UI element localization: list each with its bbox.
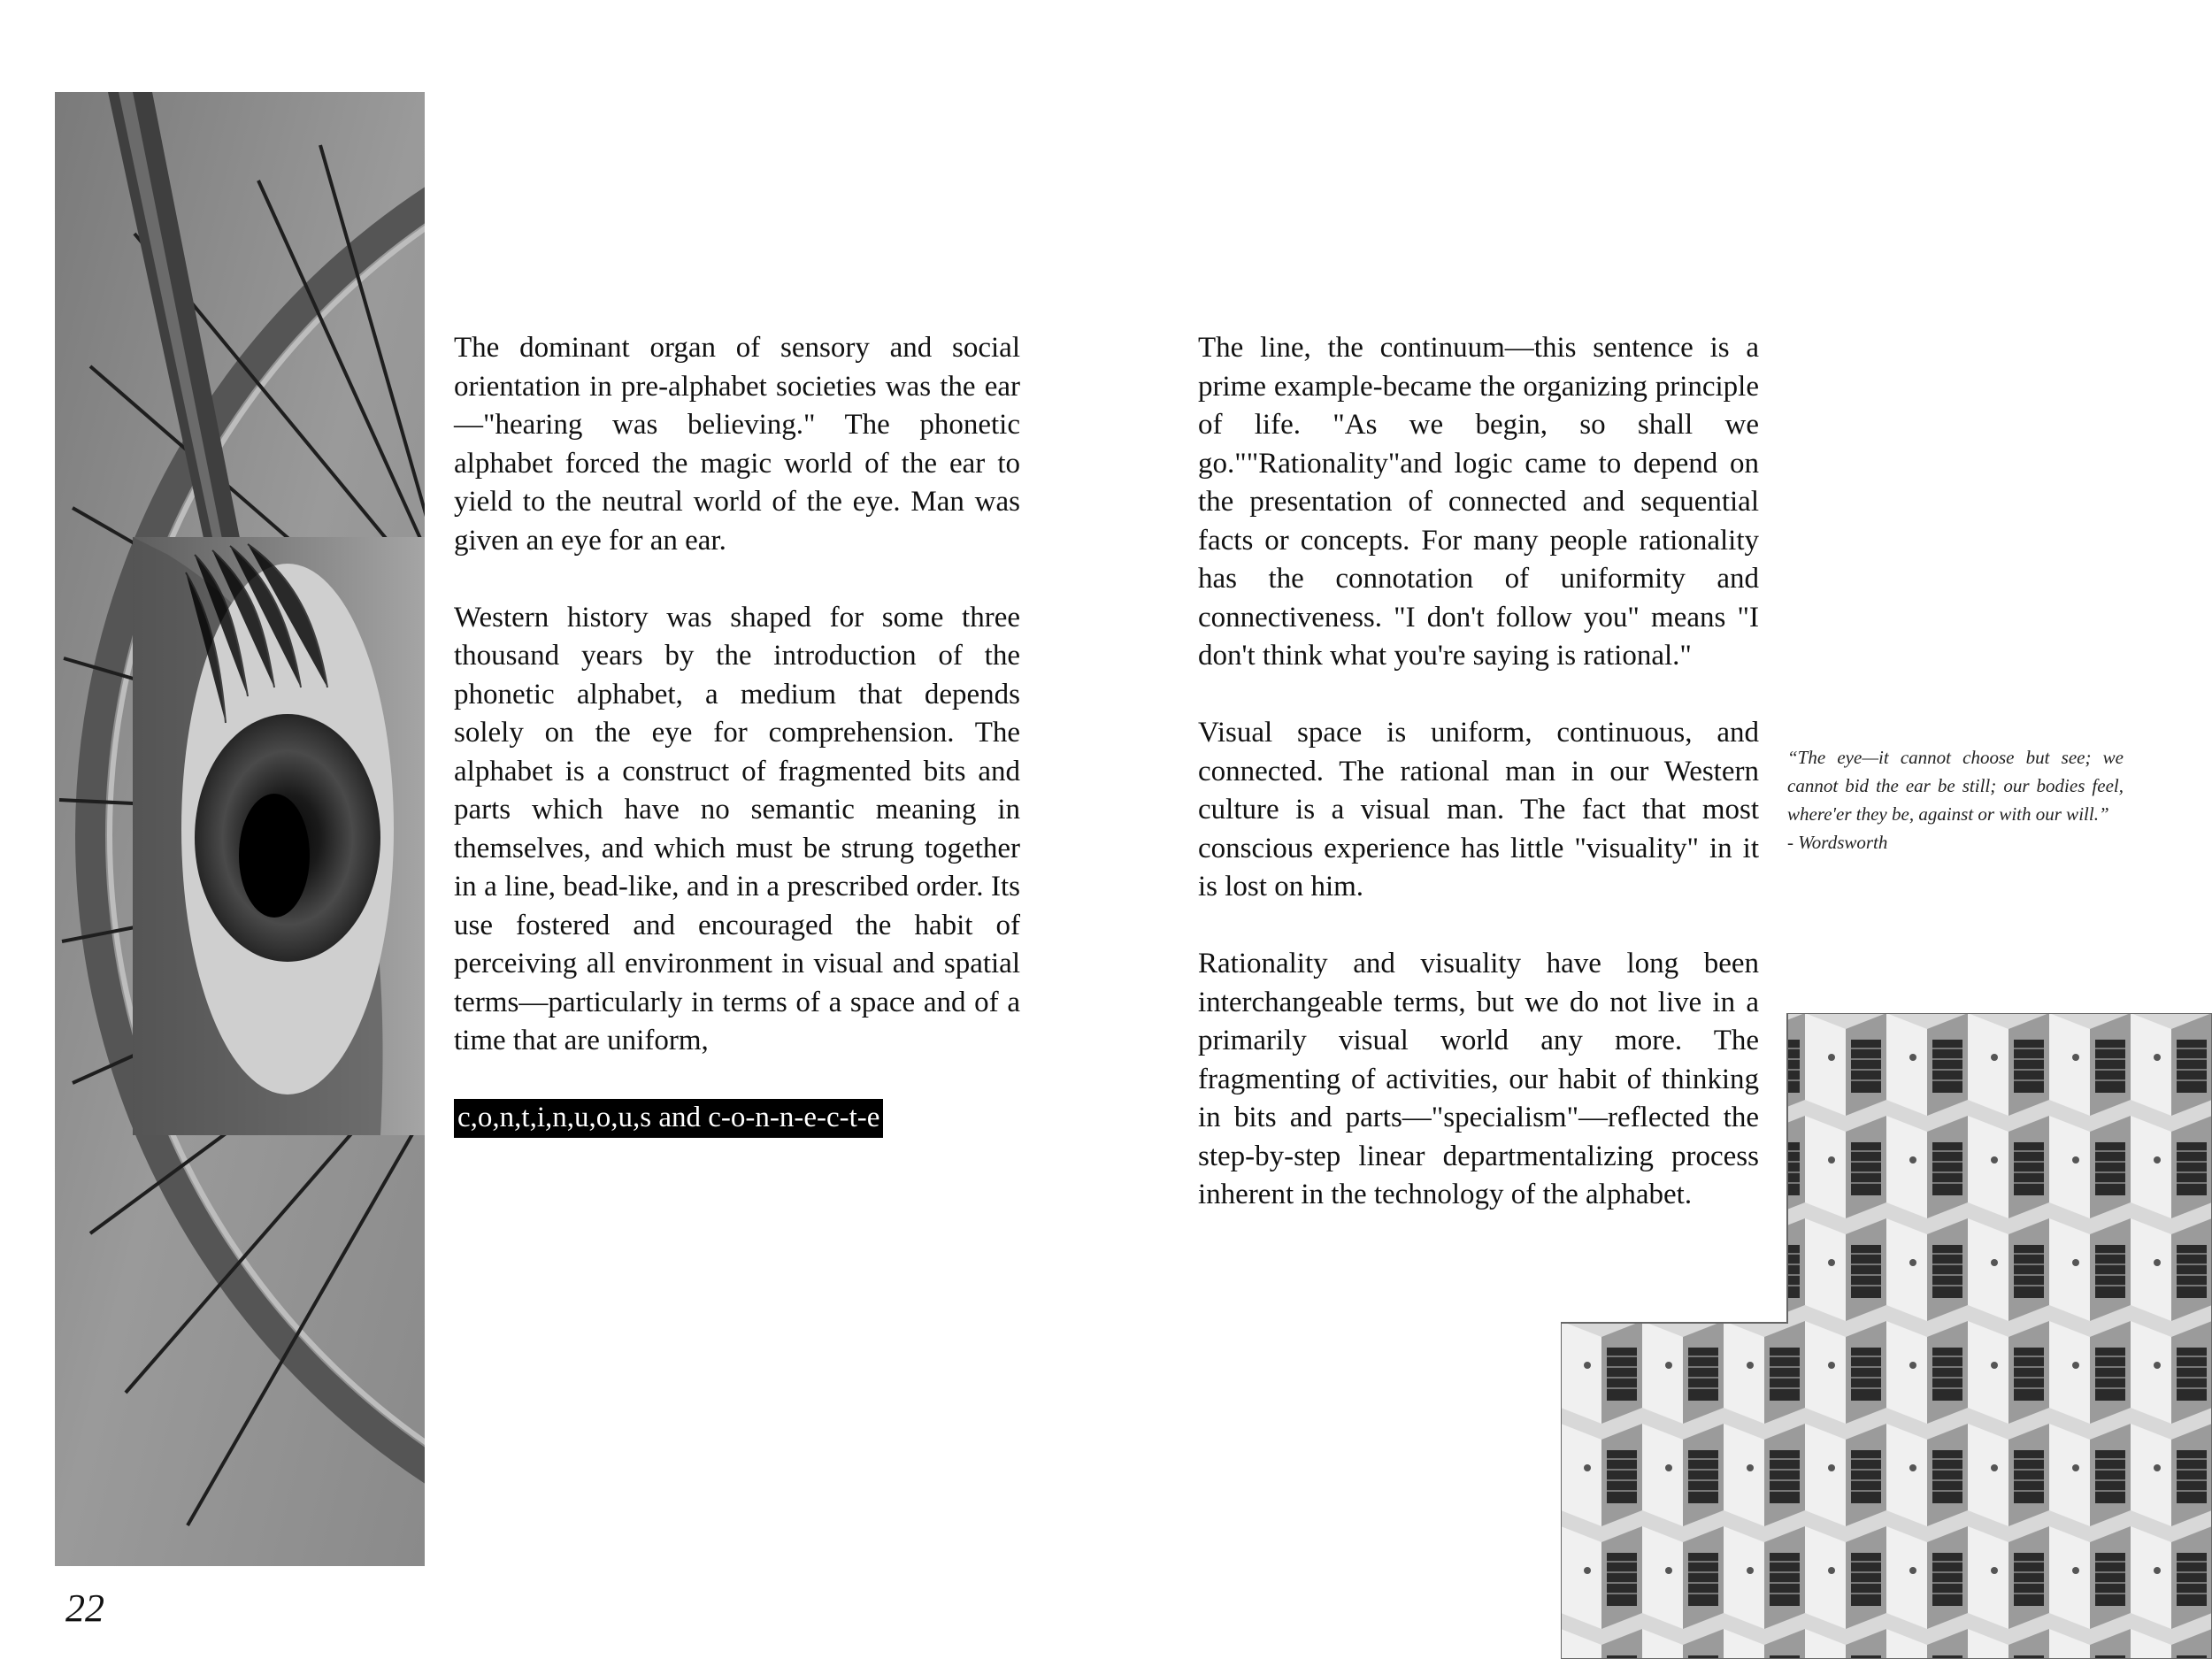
left-paragraph-1: The dominant organ of sensory and social orientation in pre-alphabet societies was the ear—"hearing was believing." The phonetic alphabet forced the magic world of the ear to yield to the neutral world of the eye. Man was given an eye for an ear. — [454, 332, 1020, 557]
eye-closeup-image — [133, 537, 425, 1135]
right-paragraph-2: Visual space is uniform, continuous, and connected. The rational man in our Western culture is a visual man. The fact that most conscious experience has little "visuality" in it is lost on him. — [1198, 717, 1759, 902]
quote-text: “The eye—it cannot choose but see; we cannot bid the ear be still; our bodies feel, where'er they be, against or with our will.” — [1787, 747, 2124, 825]
page-number: 22 — [65, 1586, 104, 1630]
quote-attribution: - Wordsworth — [1787, 832, 1888, 853]
highlighted-text: c,o,n,t,i,n,u,o,u,s and c-o-n-n-e-c-t-e — [454, 1099, 883, 1138]
pull-quote — [1787, 743, 2124, 856]
right-text-column — [1198, 329, 1759, 1253]
right-paragraph-1: The line, the continuum—this sentence is a prime example-became the organizing principle of life. "As we begin, so shall we go.""Rationality"and logic came to depend on the presentation of connected and sequential facts or concepts. For many people rationality has the connotation of uniformity and connectiveness. "I don't follow you" means "I don't think what you're saying is rational." — [1198, 332, 1759, 672]
left-paragraph-2: Western history was shaped for some three thousand years by the introduction of the phonetic alphabet, a medium that depends solely on the eye for comprehension. The alphabet is a construct of fragmented bits and parts which have no semantic meaning in themselves, and which must be strung together in a line, bead-like, and in a prescribed order. Its use fostered and encouraged the habit of perceiving all environment in visual and spatial terms—particularly in terms of a space and of a time that are uniform, — [454, 601, 1020, 1056]
left-text-column — [454, 329, 1020, 1138]
right-paragraph-3: Rationality and visuality have long been interchangeable terms, but we do not live in a primarily visual world any more. The fragmenting of activities, our habit of thinking in bits and parts—"specialism"—reflected the step-by-step linear departmentalizing process inherent in the technology of the alphabet. — [1198, 948, 1759, 1210]
